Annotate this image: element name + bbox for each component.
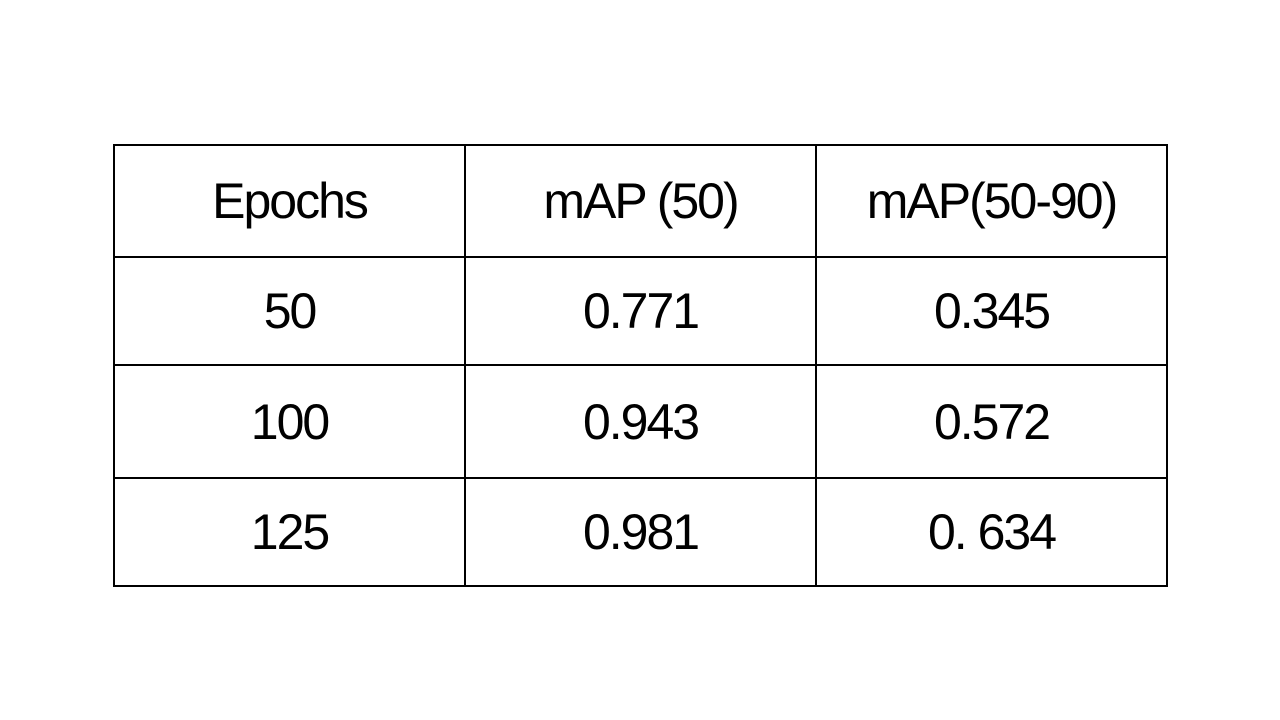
table-row — [114, 365, 1167, 478]
header-map-50: mAP (50) — [465, 145, 816, 257]
table-row — [114, 478, 1167, 586]
cell-epochs: 100 — [114, 365, 465, 478]
table-row — [114, 257, 1167, 365]
header-map-50-90: mAP(50-90) — [816, 145, 1167, 257]
table-header-row — [114, 145, 1167, 257]
results-table — [113, 144, 1168, 587]
cell-map-50: 0.771 — [465, 257, 816, 365]
cell-map-50: 0.943 — [465, 365, 816, 478]
cell-map-50-90: 0. 634 — [816, 478, 1167, 586]
cell-map-50-90: 0.345 — [816, 257, 1167, 365]
cell-epochs: 125 — [114, 478, 465, 586]
header-epochs: Epochs — [114, 145, 465, 257]
cell-epochs: 50 — [114, 257, 465, 365]
cell-map-50-90: 0.572 — [816, 365, 1167, 478]
cell-map-50: 0.981 — [465, 478, 816, 586]
